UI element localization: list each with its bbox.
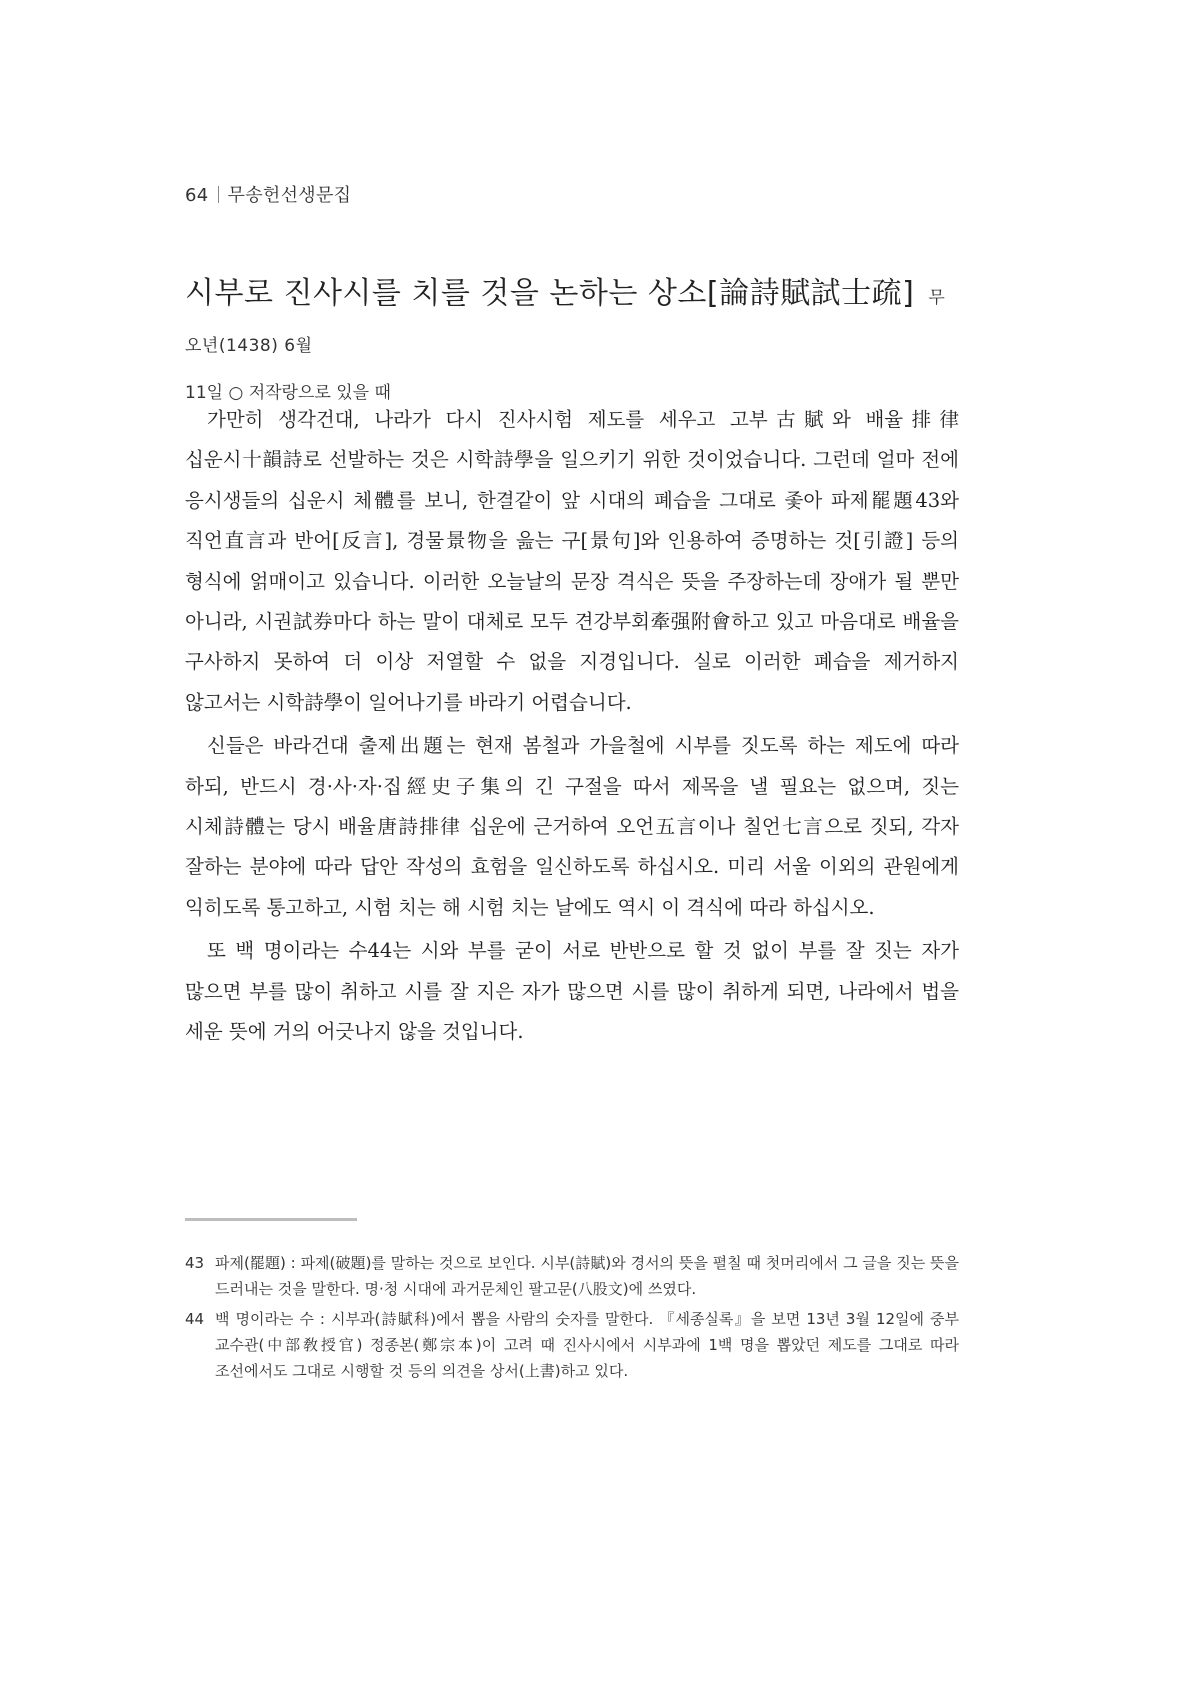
footnote-43 xyxy=(185,1250,959,1302)
body-paragraph-3: 또 백 명이라는 수44는 시와 부를 굳이 서로 반반으로 할 것 없이 부를 잘 짓는 자가 많으면 부를 많이 취하고 시를 잘 지은 자가 많으면 시를 많이 취하게 되면, 나라에서 법을 세운 뜻에 거의 어긋나지 않을 것입니다. xyxy=(185,939,959,1044)
header-divider xyxy=(218,186,219,203)
footnote-text: 파제(罷題) : 파제(破題)를 말하는 것으로 보인다. 시부(詩賦)와 경서의 뜻을 펼칠 때 첫머리에서 그 글을 짓는 뜻을 드러내는 것을 말한다. 명·청 시대에 과거문체인 팔고문(八股文)에 쓰였다. xyxy=(215,1254,959,1298)
footnote-44 xyxy=(185,1306,959,1384)
title-main-text: 시부로 진사시를 치를 것을 논하는 상소[論詩賦試士疏] xyxy=(185,276,915,311)
section-title xyxy=(185,272,960,403)
running-header xyxy=(185,181,351,207)
body-paragraph-2: 신들은 바라건대 출제出題는 현재 봄철과 가을철에 시부를 짓도록 하는 제도에 따라 하되, 반드시 경·사·자·집經史子集의 긴 구절을 따서 제목을 낼 필요는 없으며, 짓는 시체詩體는 당시 배율唐詩排律 십운에 근거하여 오언五言이나 칠언七言으로 짓되, 각자 잘하는 분야에 따라 답안 작성의 효험을 일신하도록 하십시오. 미리 서울 이외의 관원에게 익히도록 통고하고, 시험 치는 해 시험 치는 날에도 역시 이 격식에 따라 하십시오. xyxy=(185,734,959,919)
body-paragraph-1: 가만히 생각건대, 나라가 다시 진사시험 제도를 세우고 고부古賦와 배율排律 십운시十韻詩로 선발하는 것은 시학詩學을 일으키기 위한 것이었습니다. 그런데 얼마 전에 응시생들의 십운시 체體를 보니, 한결같이 앞 시대의 폐습을 그대로 좇아 파제罷題43와 직언直言과 반어[反言], 경물景物을 읊는 구[景句]와 인용하여 증명하는 것[引證] 등의 형식에 얽매이고 있습니다. 이러한 오늘날의 문장 격식은 뜻을 주장하는데 장애가 될 뿐만 아니라, 시권試券마다 하는 말이 대체로 모두 견강부회牽强附會하고 있고 마음대로 배율을 구사하지 못하여 더 이상 저열할 수 없을 지경입니다. 실로 이러한 폐습을 제거하지 않고서는 시학詩學이 일어나기를 바라기 어렵습니다. xyxy=(185,408,959,714)
page-number: 64 xyxy=(185,185,209,206)
footnote-text: 백 명이라는 수 : 시부과(詩賦科)에서 뽑을 사람의 숫자를 말한다. 『세종실록』을 보면 13년 3월 12일에 중부 교수관(中部敎授官) 정종본(鄭宗本)이 고려 때 진사시에서 시부과에 1백 명을 뽑았던 제도를 그대로 따라 조선에서도 그대로 시행할 것 등의 의견을 상서(上書)하고 있다. xyxy=(215,1310,959,1380)
footnote-number: 44 xyxy=(185,1310,205,1328)
footnotes xyxy=(185,1250,959,1388)
title-subline: 11일 ○ 저작랑으로 있을 때 xyxy=(185,383,391,403)
title-date: 무오년(1438) 6월 xyxy=(185,288,946,356)
footnote-divider xyxy=(185,1218,357,1221)
footnote-number: 43 xyxy=(185,1254,205,1272)
main-text xyxy=(185,400,959,1056)
book-title: 무송헌선생문집 xyxy=(227,185,352,206)
title-line xyxy=(185,272,960,368)
